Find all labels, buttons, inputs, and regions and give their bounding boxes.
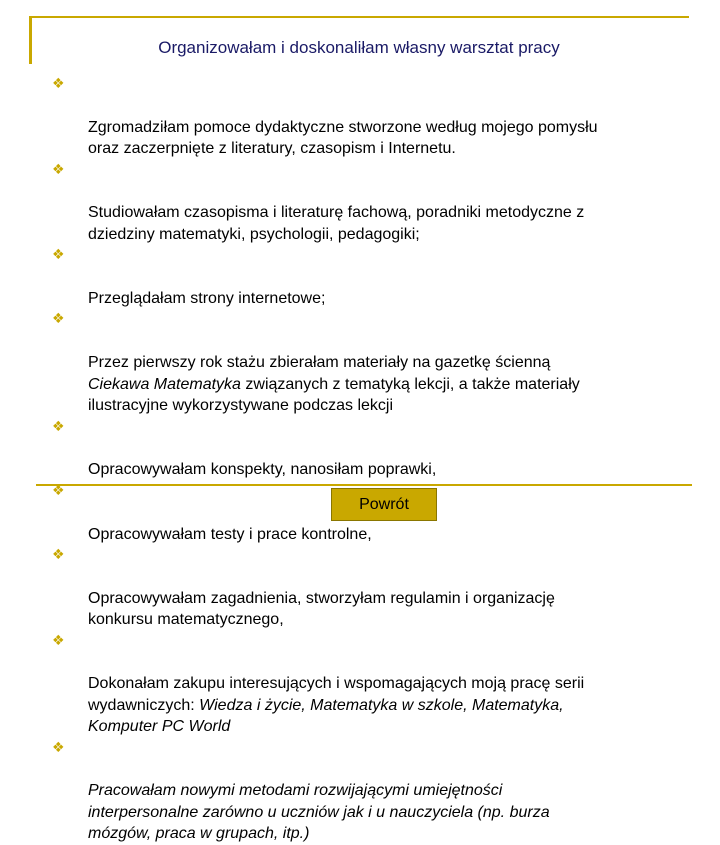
list-item xyxy=(52,74,692,160)
checkmark-diamond-icon: ❖ xyxy=(52,311,65,328)
list-item xyxy=(52,631,692,738)
checkmark-diamond-icon: ❖ xyxy=(52,739,65,756)
back-button[interactable]: Powrót xyxy=(331,488,437,521)
bullet-list xyxy=(52,74,692,845)
page-title: Organizowałam i doskonaliłam własny warsztat pracy xyxy=(158,38,560,57)
list-item-text: Studiowałam czasopisma i literaturę fachową, poradniki metodyczne z dziedziny matematyki, psychologii, pedagogiki; xyxy=(88,204,585,243)
list-item-text: Zgromadziłam pomoce dydaktyczne stworzone według mojego pomysłu oraz zaczerpnięte z literatury, czasopism i Internetu. xyxy=(88,118,598,158)
checkmark-diamond-icon: ❖ xyxy=(52,76,65,92)
checkmark-diamond-icon: ❖ xyxy=(52,482,65,499)
list-item xyxy=(52,160,692,246)
list-item-text: Opracowywałam testy i prace kontrolne, xyxy=(88,525,372,543)
list-item xyxy=(52,309,692,416)
list-item-text: Opracowywałam konspekty, nanosiłam poprawki, xyxy=(88,461,437,479)
checkmark-diamond-icon: ❖ xyxy=(52,632,65,649)
list-item-text: Przez pierwszy rok stażu zbierałam materiały na gazetkę ścienną xyxy=(88,354,551,372)
magazine-titles: Wiedza i życie, Matematyka w szkole, Matematyka, Komputer PC World xyxy=(88,696,564,736)
list-item-text: Przeglądałam strony internetowe; xyxy=(88,290,326,308)
list-item-text: Dokonałam zakupu interesujących i wspomagających moją pracę serii wydawniczych: xyxy=(88,675,585,714)
checkmark-diamond-icon: ❖ xyxy=(52,161,65,178)
bottom-divider xyxy=(36,484,692,486)
list-item xyxy=(52,545,692,631)
checkmark-diamond-icon: ❖ xyxy=(52,546,65,563)
list-item xyxy=(52,245,692,309)
list-item-text-continued: związanych z tematyką lekcji, a także materiały ilustracyjne wykorzystywane podczas lekcji xyxy=(88,375,580,415)
magazine-title: Ciekawa Matematyka xyxy=(88,375,241,393)
checkmark-diamond-icon: ❖ xyxy=(52,247,65,264)
list-item xyxy=(52,738,692,845)
list-item-text: Opracowywałam zagadnienia, stworzyłam regulamin i organizację konkursu matematycznego, xyxy=(88,589,555,629)
list-item-text: Pracowałam nowymi metodami rozwijającymi umiejętności interpersonalne zarówno u uczniów jak i u nauczyciela (np. burza mózgów, praca w grupach, itp.) xyxy=(88,782,550,843)
list-item xyxy=(52,417,692,481)
checkmark-diamond-icon: ❖ xyxy=(52,418,65,435)
